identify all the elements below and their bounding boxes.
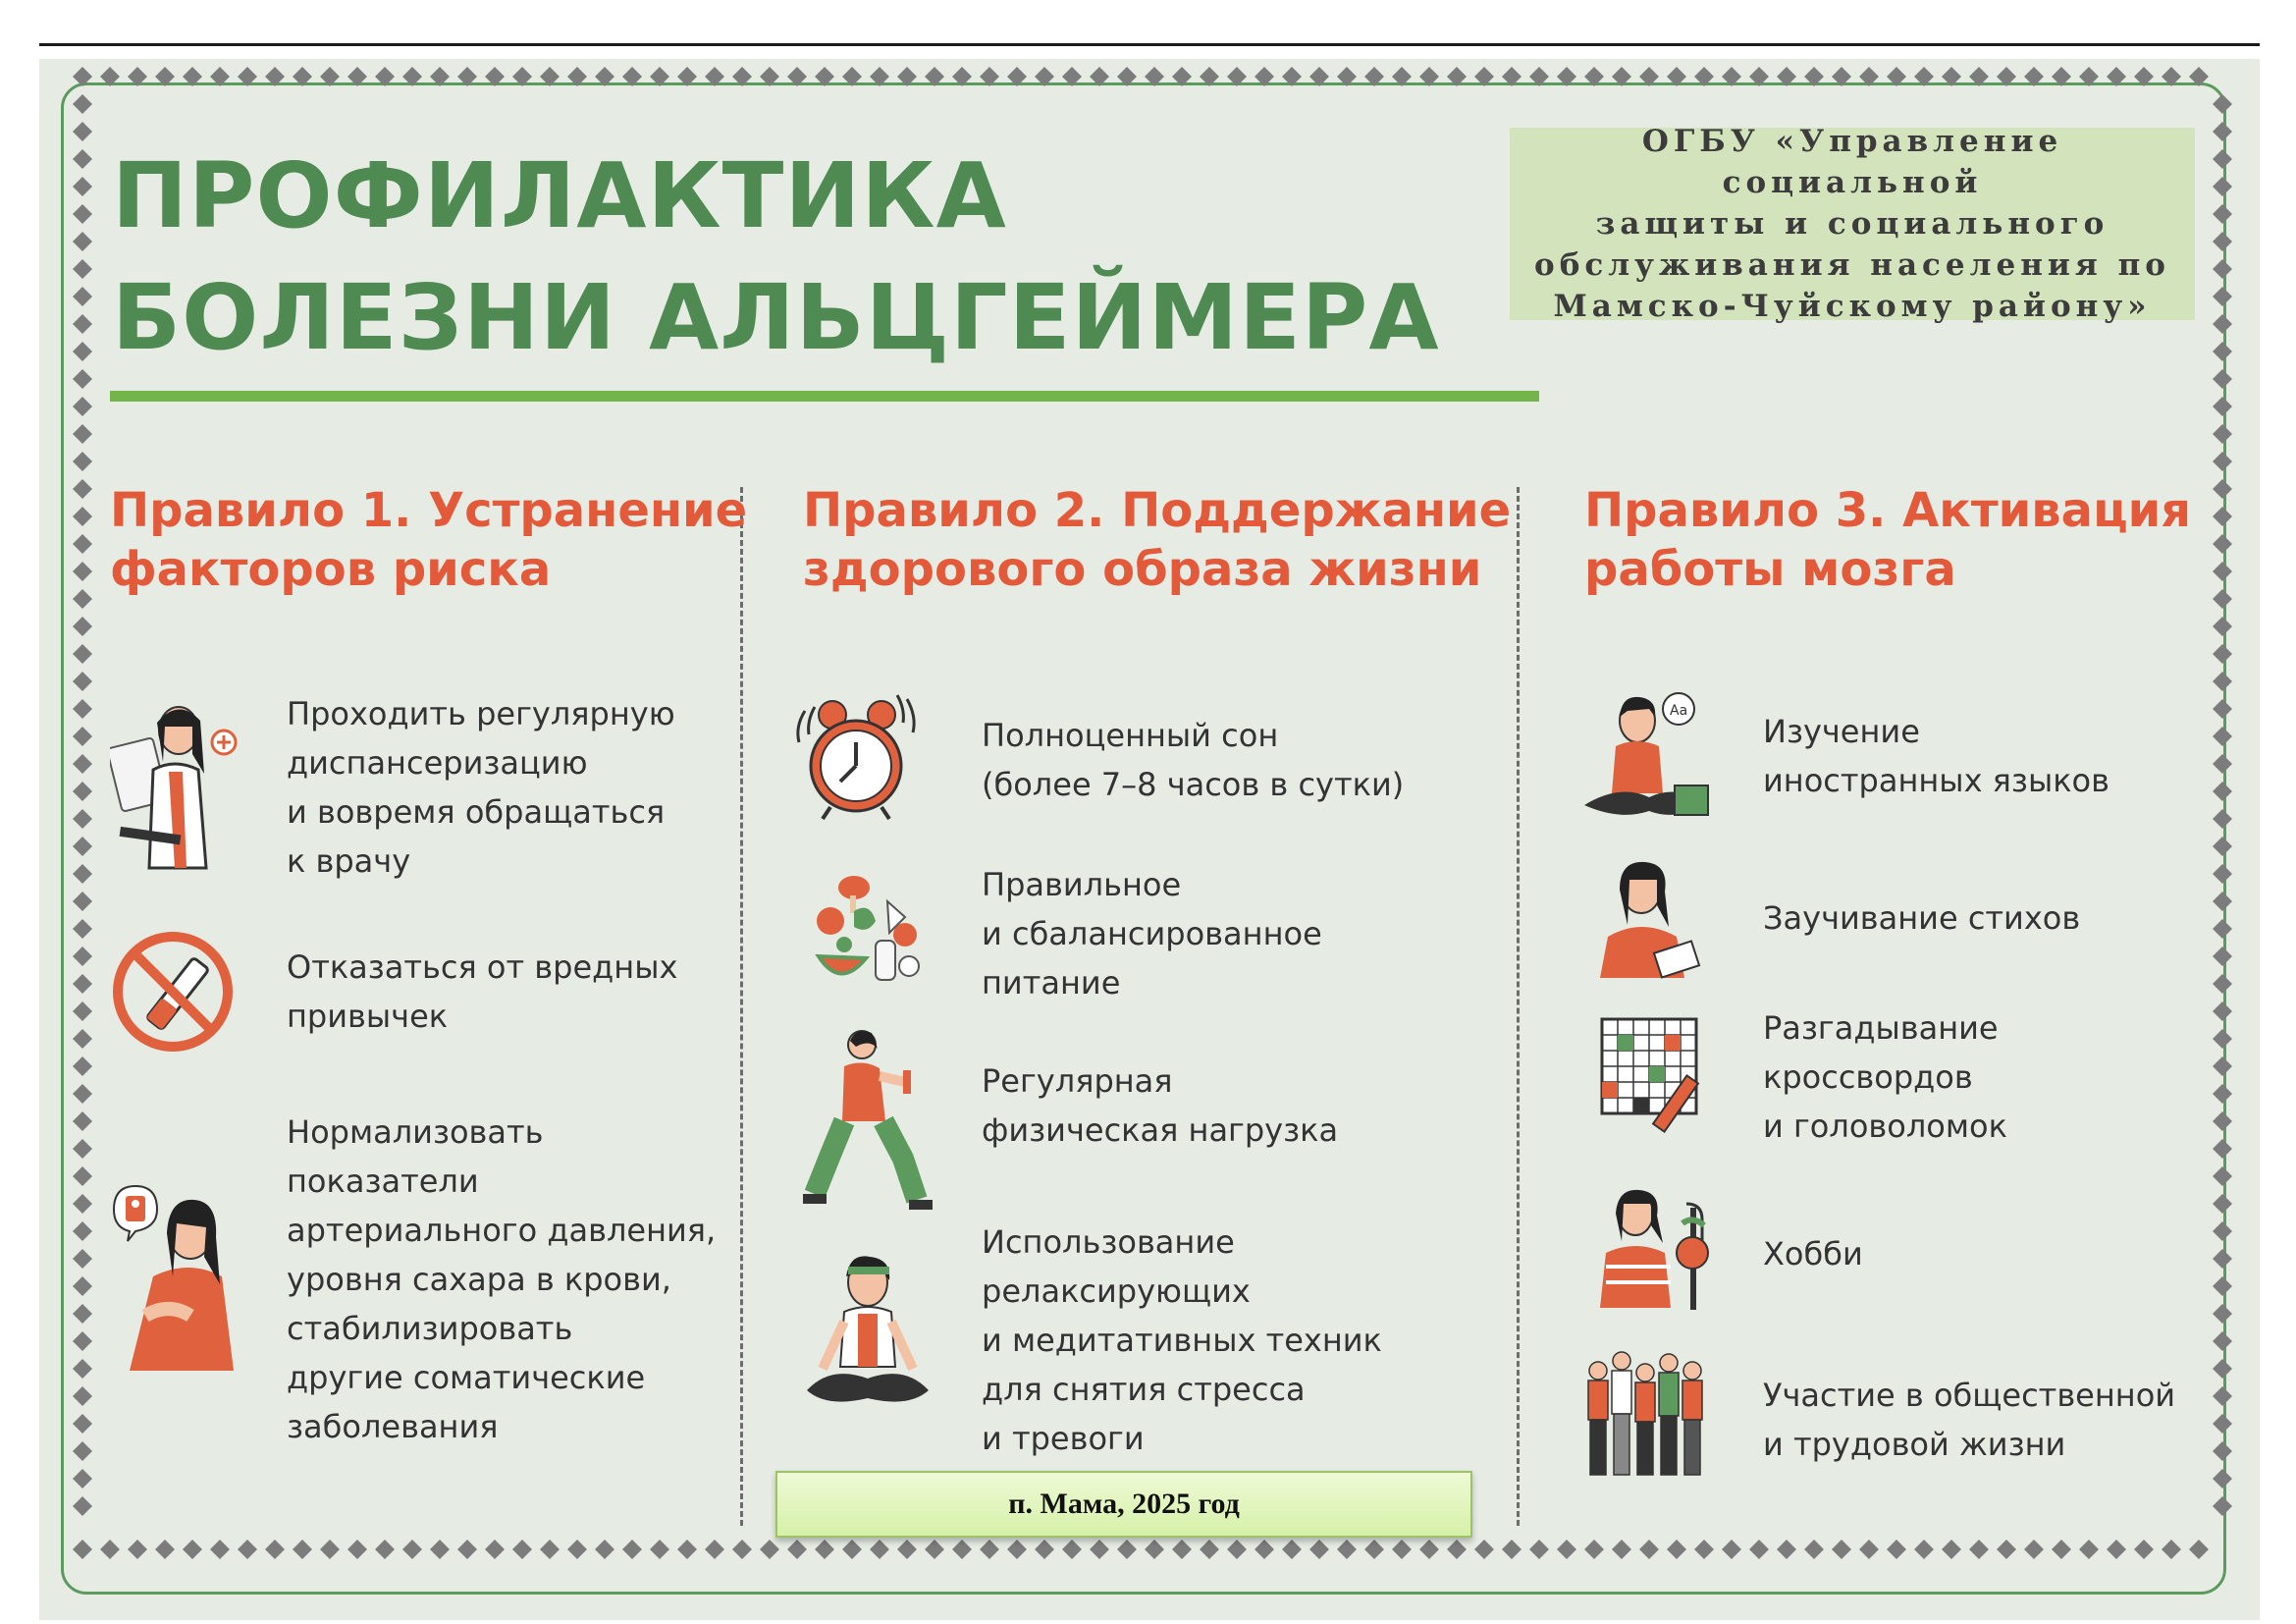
diamond-ornament [1804,1540,1824,1559]
diamond-ornament [2213,1194,2232,1214]
diamond-ornament [1419,67,1439,86]
diamond-ornament [1584,1540,1604,1559]
diamond-ornament [1117,67,1137,86]
diamond-ornament [73,782,92,801]
diamond-ornament [1557,67,1576,86]
diamond-ornament [293,1540,312,1559]
diamond-ornament [320,1540,340,1559]
diamond-ornament [402,67,422,86]
diamond-ornament [2213,369,2232,389]
diamond-ornament [2213,232,2232,251]
diamond-ornament [732,1540,752,1559]
diamond-ornament [2079,1540,2099,1559]
diamond-ornament [2213,727,2232,746]
rule-3-item-3-text: Разгадывание кроссвордов и головоломок [1763,1009,2007,1145]
diamond-ornament [1337,67,1357,86]
diamond-ornament [815,1540,834,1559]
diamond-ornament [238,1540,257,1559]
diamond-ornament [1117,1540,1137,1559]
diamond-ornament [1639,1540,1659,1559]
diamond-ornament [2213,1331,2232,1351]
diamond-ornament [2213,617,2232,636]
diamond-ornament [430,67,450,86]
diamond-ornament [2213,122,2232,141]
diamond-ornament [1007,67,1027,86]
diamond-ornament [375,67,395,86]
diamond-ornament [73,287,92,306]
diamond-ornament [73,644,92,664]
diamond-ornament [2213,1084,2232,1104]
diamond-ornament [73,1414,92,1434]
diamond-ornament [155,67,175,86]
diamond-ornament [2213,397,2232,416]
diamond-ornament [1667,1540,1686,1559]
diamond-ornament [73,534,92,554]
diamond-ornament [2213,837,2232,856]
diamond-ornament [73,314,92,334]
diamond-ornament [595,1540,614,1559]
svg-text:Aa: Aa [1670,703,1688,719]
diamond-ornament [320,67,340,86]
diamond-ornament [1364,1540,1384,1559]
diamond-ornament [2213,177,2232,196]
diamond-ornament [1145,67,1164,86]
diamond-ornament [347,67,367,86]
diamond-ornament [73,919,92,939]
diamond-ornament [1419,1540,1439,1559]
diamond-ornament [2213,754,2232,774]
diamond-ornament [1309,1540,1329,1559]
diamond-ornament [73,1359,92,1379]
diamond-ornament [1997,1540,2016,1559]
diamond-ornament [73,864,92,884]
diamond-ornament [1612,1540,1631,1559]
diamond-ornament [567,1540,587,1559]
diamond-ornament [815,67,834,86]
diamond-ornament [402,1540,422,1559]
diamond-ornament [2213,919,2232,939]
diamond-ornament [705,67,724,86]
diamond-ornament [457,67,477,86]
diamond-ornament [73,1001,92,1021]
footer-location-year: п. Мама, 2025 год [1008,1488,1240,1520]
diamond-ornament [2213,204,2232,224]
diamond-ornament [2213,644,2232,664]
diamond-ornament [2213,1029,2232,1049]
diamond-ornament [2107,1540,2126,1559]
diamond-ornament [2213,699,2232,719]
rule-3-item-4-text: Хобби [1763,1235,1863,1272]
community-icon [1584,1347,1722,1485]
diamond-ornament [1749,67,1769,86]
diamond-ornament [2213,1276,2232,1296]
diamond-ornament [183,1540,202,1559]
diamond-ornament [567,67,587,86]
diamond-ornament [1557,1540,1576,1559]
diamond-ornament [1035,67,1054,86]
diamond-ornament [650,1540,669,1559]
diamond-ornament [2213,1111,2232,1131]
diamond-ornament [1694,67,1714,86]
diamond-ornament [73,1029,92,1049]
diamond-ornament [2213,1139,2232,1159]
diamond-ornament [1392,67,1412,86]
diamond-ornament [2213,1414,2232,1434]
diamond-ornament [2213,149,2232,169]
diamond-ornament [1887,1540,1906,1559]
diamond-ornament [1832,1540,1851,1559]
diamond-ornament [73,1441,92,1461]
diamond-ornament [1200,67,1219,86]
diamond-ornament [1172,1540,1192,1559]
diamond-ornament [2213,1166,2232,1186]
diamond-ornament [155,1540,175,1559]
diamond-ornament [128,67,147,86]
diamond-ornament [2079,67,2099,86]
diamond-ornament [73,1139,92,1159]
diamond-ornament [73,947,92,966]
diamond-ornament [2213,672,2232,691]
diamond-ornament [2024,1540,2044,1559]
diamond-ornament [842,67,862,86]
diamond-ornament [952,1540,972,1559]
diamond-ornament [1255,1540,1274,1559]
diamond-ornament [1887,67,1906,86]
rule-2-item-2-text: Правильное и сбалансированное питание [982,866,1322,1001]
diamond-ornament [2213,1001,2232,1021]
diamond-ornament [1832,67,1851,86]
diamond-ornament [1309,67,1329,86]
column-divider-1 [740,487,743,1526]
diamond-ornament [2213,947,2232,966]
footer-box [775,1471,1472,1538]
diamond-ornament [760,1540,779,1559]
diamond-ornament [732,67,752,86]
diamond-ornament [265,67,285,86]
diamond-ornament [787,1540,807,1559]
diamond-ornament [2213,479,2232,499]
diamond-ornament [73,589,92,609]
diamond-ornament [1804,67,1824,86]
diamond-ornament [2213,892,2232,911]
diamond-ornament [705,1540,724,1559]
diamond-ornament [2024,67,2044,86]
diamond-ornament [2213,1221,2232,1241]
diamond-ornament [595,67,614,86]
diamond-ornament [2052,1540,2071,1559]
rule-2-title: Правило 2. Поддержание здорового образа жизни [803,483,1512,597]
diamond-ornament [2107,67,2126,86]
rule-3-item-1-text: Изучение иностранных языков [1763,713,2109,799]
diamond-ornament [540,67,560,86]
diamond-ornament [2213,507,2232,526]
diamond-ornament [677,1540,697,1559]
diamond-ornament [897,1540,917,1559]
rule-3-item-5-text: Участие в общественной и трудовой жизни [1763,1377,2176,1463]
rule-2-item-1-text: Полноценный сон (более 7–8 часов в сутки) [982,717,1405,803]
diamond-ornament [622,67,642,86]
rule-3-item-2-text: Заучивание стихов [1763,899,2081,937]
diamond-ornament [73,672,92,691]
diamond-ornament [1529,1540,1549,1559]
diamond-ornament [1090,67,1109,86]
diamond-ornament [512,1540,532,1559]
diamond-ornament [457,1540,477,1559]
diamond-ornament [1007,1540,1027,1559]
diamond-ornament [1035,1540,1054,1559]
diamond-ornament [897,67,917,86]
organization-box [1510,124,2195,324]
diamond-ornament [2189,1540,2209,1559]
diamond-ornament [2213,314,2232,334]
diamond-ornament [2213,1056,2232,1076]
diamond-ornament [73,1540,92,1559]
diamond-ornament [73,1166,92,1186]
diamond-ornament [1364,67,1384,86]
diamond-ornament [2213,424,2232,444]
diamond-ornament [650,67,669,86]
diamond-ornament [2213,259,2232,279]
rule-1-title: Правило 1. Устранение факторов риска [110,483,748,597]
diamond-ornament [2213,562,2232,581]
diamond-ornament [2213,1249,2232,1269]
diamond-ornament [2213,287,2232,306]
diamond-ornament [73,837,92,856]
diamond-ornament [73,122,92,141]
diamond-ornament [73,1084,92,1104]
diamond-ornament [2213,534,2232,554]
crossword-icon [1600,1015,1710,1137]
diamond-ornament [210,67,230,86]
diamond-ornament [2213,452,2232,471]
diamond-ornament [842,1540,862,1559]
alarm-clock-icon [791,687,921,825]
diamond-ornament [1502,67,1522,86]
diamond-ornament [183,67,202,86]
diamond-ornament [2162,67,2181,86]
diamond-ornament [925,1540,944,1559]
diamond-ornament [925,67,944,86]
diamond-ornament [73,809,92,829]
diamond-ornament [73,1469,92,1489]
diamond-ornament [100,67,120,86]
diamond-ornament [1942,1540,1961,1559]
diamond-ornament [1584,67,1604,86]
diamond-ornament [73,452,92,471]
diamond-ornament [1474,67,1494,86]
diamond-ornament [1090,1540,1109,1559]
diamond-ornament [73,1249,92,1269]
diamond-ornament [1062,1540,1082,1559]
diamond-ornament [73,67,92,86]
diamond-ornament [73,259,92,279]
diamond-ornament [73,369,92,389]
diamond-ornament [100,1540,120,1559]
column-divider-2 [1517,487,1520,1526]
diamond-ornament [2162,1540,2181,1559]
diamond-ornament [787,67,807,86]
diamond-ornament [980,67,999,86]
diamond-ornament [1914,67,1934,86]
woman-tonometer-icon [110,1178,240,1375]
diamond-ornament [2213,1359,2232,1379]
diamond-ornament [1859,67,1879,86]
diamond-ornament [485,1540,505,1559]
diamond-ornament [73,507,92,526]
diamond-ornament [73,617,92,636]
diamond-ornament [1255,67,1274,86]
diamond-ornament [265,1540,285,1559]
diamond-ornament [73,1496,92,1516]
diamond-ornament [1777,67,1796,86]
diamond-ornament [73,1276,92,1296]
diamond-ornament [622,1540,642,1559]
diamond-ornament [1722,67,1741,86]
diamond-ornament [1447,67,1467,86]
diamond-ornament [1777,1540,1796,1559]
diamond-ornament [2213,1304,2232,1324]
diamond-ornament [1694,1540,1714,1559]
diamond-ornament [2213,589,2232,609]
meditation-icon [801,1251,934,1418]
diamond-ornament [1914,1540,1934,1559]
diamond-ornament [1200,1540,1219,1559]
diamond-ornament [73,1056,92,1076]
diamond-ornament [347,1540,367,1559]
rule-3-title: Правило 3. Активация работы мозга [1584,483,2192,597]
diamond-ornament [73,562,92,581]
diamond-ornament [73,204,92,224]
diamond-ornament [1639,67,1659,86]
diamond-ornament [2134,67,2154,86]
diamond-ornament [1145,1540,1164,1559]
diamond-ornament [73,1386,92,1406]
diamond-ornament [73,699,92,719]
diamond-ornament [73,177,92,196]
rule-2-item-3-text: Регулярная физическая нагрузка [982,1062,1339,1149]
diamond-ornament [540,1540,560,1559]
diamond-ornament [2189,67,2209,86]
diamond-ornament [2213,94,2232,114]
exercise-icon [801,1027,934,1214]
rule-1-item-3-text: Нормализовать показатели артериального давления, уровня сахара в крови, стабилизировать другие соматические заболевания [287,1113,717,1445]
diamond-ornament [1282,67,1302,86]
diamond-ornament [2134,1540,2154,1559]
diamond-ornament [760,67,779,86]
diamond-ornament [73,479,92,499]
diamond-ornament [73,94,92,114]
diamond-ornament [73,149,92,169]
diamond-ornament [73,397,92,416]
diamond-ornament [2213,1386,2232,1406]
diamond-ornament [952,67,972,86]
diamond-ornament [1969,1540,1989,1559]
diamond-ornament [293,67,312,86]
diamond-ornament [1172,67,1192,86]
diamond-ornament [1474,1540,1494,1559]
diamond-ornament [73,892,92,911]
diamond-ornament [210,1540,230,1559]
diamond-ornament [1969,67,1989,86]
rule-1-item-1-text: Проходить регулярную диспансеризацию и вовремя обращаться к врачу [287,695,675,880]
diamond-ornament [73,1331,92,1351]
diamond-ornament [73,1304,92,1324]
diamond-ornament [430,1540,450,1559]
diamond-ornament [980,1540,999,1559]
diamond-ornament [375,1540,395,1559]
diamond-ornament [485,67,505,86]
diamond-ornament [2213,864,2232,884]
diamond-ornament [73,754,92,774]
hobby-icon [1592,1184,1720,1312]
diamond-ornament [1447,1540,1467,1559]
diamond-ornament [1997,67,2016,86]
diamond-ornament [1942,67,1961,86]
diamond-ornament [2213,809,2232,829]
language-study-icon [1580,687,1716,825]
diamond-ornament [1337,1540,1357,1559]
diamond-ornament [2052,67,2071,86]
diamond-ornament [2213,974,2232,994]
diamond-ornament [2213,1469,2232,1489]
diamond-ornament [73,974,92,994]
diamond-ornament [238,67,257,86]
diamond-ornament [73,424,92,444]
diamond-ornament [2213,782,2232,801]
title-underline [110,391,1539,402]
no-smoking-icon [110,917,238,1064]
diamond-ornament [73,727,92,746]
diamond-ornament [677,67,697,86]
diamond-ornament [870,1540,889,1559]
diamond-ornament [1722,1540,1741,1559]
diamond-ornament [1062,67,1082,86]
diamond-ornament [2213,1441,2232,1461]
diamond-ornament [1227,67,1247,86]
diamond-ornament [1282,1540,1302,1559]
diamond-ornament [128,1540,147,1559]
diamond-ornament [1529,67,1549,86]
diamond-ornament [1392,1540,1412,1559]
poster-title: ПРОФИЛАКТИКА БОЛЕЗНИ АЛЬЦГЕЙМЕРА [112,143,1440,370]
diamond-ornament [2213,1496,2232,1516]
diamond-ornament [1749,1540,1769,1559]
poetry-icon [1594,856,1712,980]
diamond-ornament [1502,1540,1522,1559]
diamond-ornament [1612,67,1631,86]
diamond-ornament [73,1194,92,1214]
diamond-ornament [73,232,92,251]
doctor-icon [110,693,240,880]
diamond-ornament [2213,342,2232,361]
rule-1-item-2-text: Отказаться от вредных привычек [287,948,678,1035]
diamond-ornament [512,67,532,86]
diamond-ornament [1667,67,1686,86]
rule-2-item-4-text: Использование релаксирующих и медитативных техник для снятия стресса и тревоги [982,1223,1382,1457]
diamond-ornament [1227,1540,1247,1559]
diamond-ornament [73,1221,92,1241]
diamond-ornament [73,1111,92,1131]
diamond-ornament [73,342,92,361]
organization-name: ОГБУ «Управление социальной защиты и социального обслуживания населения по Мамско-Чуйскому району» [1534,124,2170,324]
diamond-ornament [870,67,889,86]
diamond-ornament [1859,1540,1879,1559]
healthy-food-icon [811,872,925,1000]
